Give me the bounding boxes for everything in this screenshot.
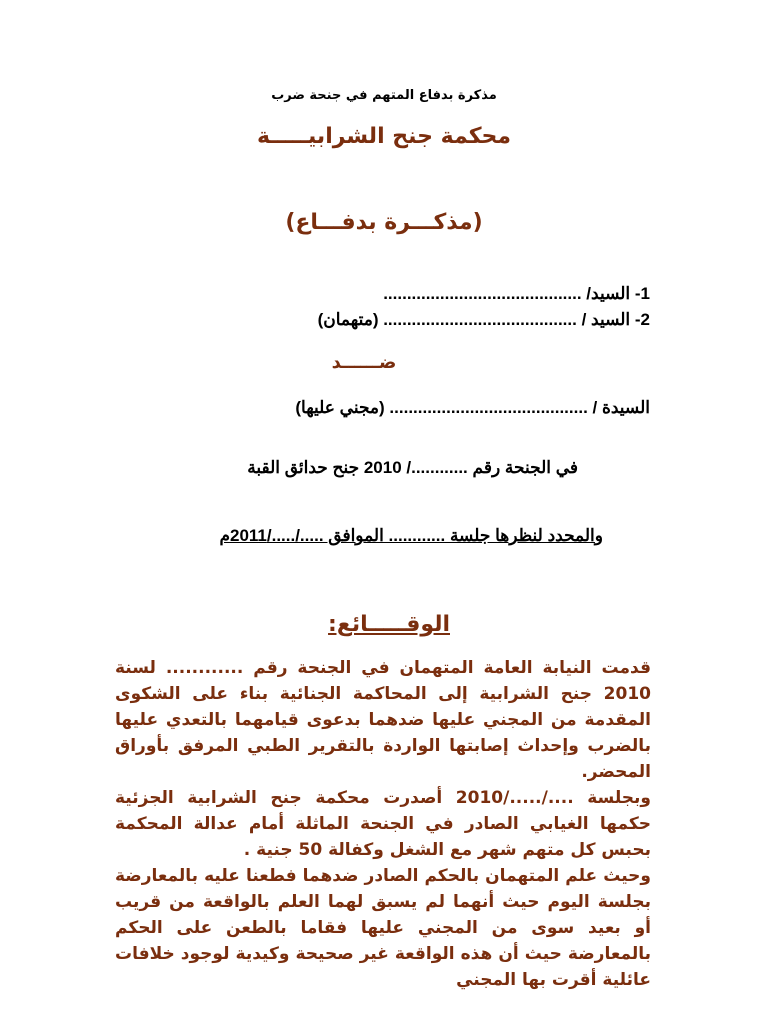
defendant-2-line: 2- السيد / ......................................... (متهمان) bbox=[317, 310, 650, 329]
defendant-1-line: 1- السيد/ .......................................... bbox=[383, 284, 650, 303]
facts-heading: الوقـــــائع: bbox=[328, 612, 450, 637]
case-number-line: في الجنحة رقم ............/ 2010 جنح حدائق القبة bbox=[247, 458, 578, 477]
plaintiff-line: السيدة / .......................................... (مجني عليها) bbox=[295, 398, 650, 417]
court-title: محكمة جنح الشرابيـــــة bbox=[257, 124, 511, 149]
session-date-line: والمحدد لنظرها جلسة ............ الموافق ...../...../2011م bbox=[219, 526, 603, 545]
facts-paragraph-1: قدمت النيابة العامة المتهمان في الجنحة رقم ............ لسنة 2010 جنح الشرابية إلى المحاكمة الجنائية بناء على الشكوى المقدمة من المجني عليها ضدهما بدعوى قيامهما بالتعدي عليها بالضرب وإحداث إصابتها الواردة بالتقرير الطبي المرفق بأوراق المحضر. bbox=[115, 658, 651, 782]
against-label: ضــــــد bbox=[331, 352, 397, 373]
facts-body bbox=[115, 655, 651, 993]
facts-paragraph-3: وحيث علم المتهمان بالحكم الصادر ضدهما فطعنا عليه بالمعارضة بجلسة اليوم حيث أنهما لم يسبق لهما العلم بالواقعة من قريب أو بعيد سوى من المجني عليها فقاما بالطعن على الحكم بالمعارضة حيث أن هذه الواقعة غير صحيحة وكيدية لوجود خلافات عائلية أقرت بها المجني bbox=[115, 866, 651, 990]
document-caption: مذكرة بدفاع المتهم في جنحة ضرب bbox=[271, 88, 497, 103]
facts-paragraph-2: وبجلسة ..../...../2010 أصدرت محكمة جنح الشرابية الجزئية حكمها الغيابي الصادر في الجنحة الماثلة أمام عدالة المحكمة بحبس كل متهم شهر مع الشغل وكفالة 50 جنية . bbox=[115, 788, 651, 860]
memo-title: (مذكـــرة بدفـــاع) bbox=[285, 210, 483, 235]
